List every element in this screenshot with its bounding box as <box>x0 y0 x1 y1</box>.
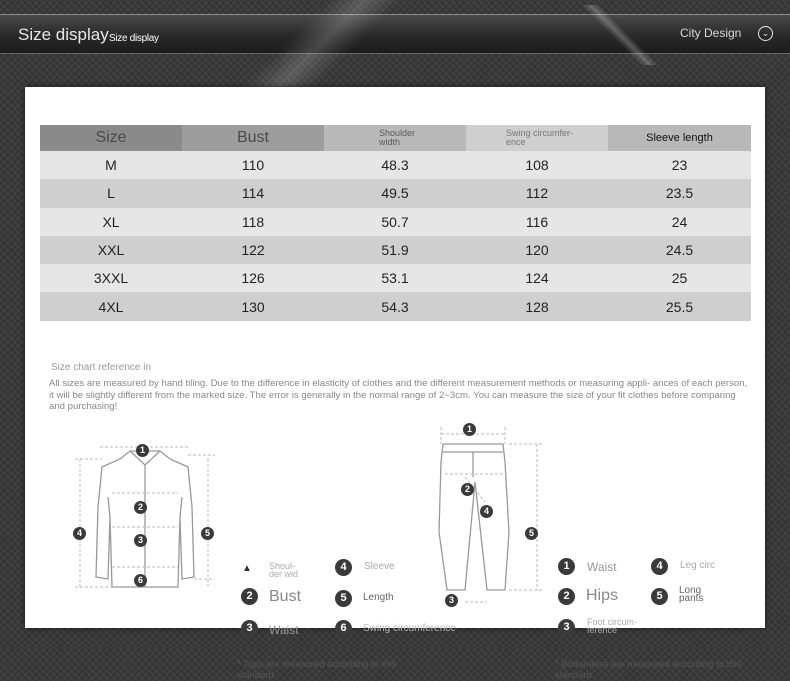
legend-badge-3: 3 <box>241 620 258 637</box>
reference-text: All sizes are measured by hand tiling. Due to the difference in elasticity of clothes and the different measurement methods or measuring appli- ances of each person, it will be slightly different from the marked size. The error is generally in the normal range of 2~3cm. You can measure the size of your fit clothes before comparing and purchasing! <box>49 378 748 412</box>
legend-waist: Waist <box>269 623 299 637</box>
header-sleeve: Sleeve length <box>608 125 751 151</box>
cell-swing: 108 <box>525 157 549 174</box>
tops-note: * Tops are measured according to this standard <box>237 659 397 681</box>
cell-sleeve: 23.5 <box>665 185 694 202</box>
header-subtitle: Size display <box>109 33 159 44</box>
legend-foot-line1: Foot circum- <box>587 617 638 627</box>
cell-shoulder: 54.3 <box>381 298 409 315</box>
legend-foot <box>587 618 637 634</box>
legend-shoulder <box>269 562 298 578</box>
legend-waist-bottom: Waist <box>587 560 617 574</box>
cell-swing: 124 <box>525 270 549 287</box>
table-row <box>40 292 751 320</box>
legend-length: Length <box>363 592 394 603</box>
cell-bust: 114 <box>241 185 265 202</box>
size-card <box>25 87 765 681</box>
cell-bust: 122 <box>241 242 265 259</box>
header-swing <box>466 125 608 151</box>
legend-badge-2: 2 <box>558 588 575 605</box>
cell-size: XXL <box>97 242 125 259</box>
legend-long-pants <box>679 587 703 603</box>
table-header <box>40 125 751 151</box>
cell-shoulder: 50.7 <box>381 213 409 230</box>
table-row <box>40 208 751 236</box>
legend-badge-2: 2 <box>241 588 258 605</box>
measurement-diagrams <box>25 417 765 681</box>
cell-swing: 116 <box>525 213 549 230</box>
header-swing-line2: ence <box>506 137 526 147</box>
cell-swing: 120 <box>525 242 549 259</box>
badge-6: 6 <box>134 574 147 587</box>
cell-shoulder: 49.5 <box>381 185 409 202</box>
legend-badge-4: 4 <box>651 558 668 575</box>
table-row <box>40 179 751 207</box>
badge-1: 1 <box>136 444 149 457</box>
legend-badge-3: 3 <box>558 619 575 636</box>
shirt-illustration <box>70 437 220 597</box>
cell-swing: 128 <box>525 298 549 315</box>
cell-bust: 126 <box>241 270 265 287</box>
cell-sleeve: 24 <box>671 213 688 230</box>
size-table <box>40 125 751 321</box>
cell-size: XL <box>102 213 120 230</box>
cell-shoulder: 48.3 <box>381 157 409 174</box>
table-row <box>40 236 751 264</box>
legend-foot-line2: ference <box>587 625 618 635</box>
pants-badge-1: 1 <box>463 423 476 436</box>
legend-badge-6: 6 <box>335 620 352 637</box>
header-swing-line1: Swing circumfer- <box>506 128 574 138</box>
bottoms-note: * Bottomless are measured according to this standard <box>555 659 742 681</box>
cell-shoulder: 53.1 <box>381 270 409 287</box>
legend-hips: Hips <box>586 587 619 604</box>
pants-illustration <box>425 422 545 617</box>
cell-size: 3XXL <box>93 270 129 287</box>
table-row <box>40 264 751 292</box>
legend-shoulder-line2: der wid <box>269 569 299 579</box>
header-bust: Bust <box>182 125 324 151</box>
legend-badge-1: 1 <box>558 558 575 575</box>
cell-bust: 110 <box>241 157 265 174</box>
header-shoulder-line2: width <box>379 137 401 147</box>
cell-bust: 118 <box>241 213 265 230</box>
brand-name[interactable]: City Design <box>680 26 742 40</box>
cell-size: M <box>105 157 117 174</box>
badge-2: 2 <box>134 501 147 514</box>
cell-size: L <box>107 185 115 202</box>
legend-shoulder-line1: Shoul- <box>269 561 296 571</box>
pants-badge-3: 3 <box>445 594 458 607</box>
legend-long-line2: pants <box>679 593 704 604</box>
pants-badge-5: 5 <box>525 527 538 540</box>
legend-swing: Swing circumference <box>363 623 456 634</box>
legend-long-line1: Long <box>679 585 702 596</box>
cell-size: 4XL <box>98 298 124 315</box>
legend-bust: Bust <box>269 588 302 605</box>
header-shine <box>210 0 450 95</box>
chevron-down-icon[interactable]: ⌄ <box>758 26 773 41</box>
pants-badge-4: 4 <box>480 505 493 518</box>
cell-shoulder: 51.9 <box>381 242 409 259</box>
pants-badge-2: 2 <box>461 483 474 496</box>
header-shoulder-line1: Shoulder <box>379 128 416 138</box>
cell-sleeve: 25.5 <box>665 298 694 315</box>
legend-badge-5: 5 <box>335 590 352 607</box>
legend-sleeve: Sleeve <box>364 561 395 572</box>
header-title: Size display <box>18 25 109 44</box>
cell-bust: 130 <box>241 298 265 315</box>
badge-4: 4 <box>73 527 86 540</box>
cell-sleeve: 24.5 <box>665 242 694 259</box>
badge-3: 3 <box>134 534 147 547</box>
table-row <box>40 151 751 179</box>
cell-swing: 112 <box>525 185 549 202</box>
page-header <box>0 14 790 54</box>
legend-badge-5: 5 <box>651 588 668 605</box>
badge-5: 5 <box>201 527 214 540</box>
shoulder-icon: ▲ <box>242 563 252 574</box>
header-size: Size <box>40 125 182 151</box>
legend-leg: Leg circ <box>680 560 716 571</box>
header-shoulder <box>324 125 466 151</box>
cell-sleeve: 25 <box>671 270 688 287</box>
header-shine <box>560 5 680 65</box>
legend-badge-4: 4 <box>335 559 352 576</box>
reference-title: Size chart reference in <box>51 362 152 373</box>
cell-sleeve: 23 <box>671 157 688 174</box>
